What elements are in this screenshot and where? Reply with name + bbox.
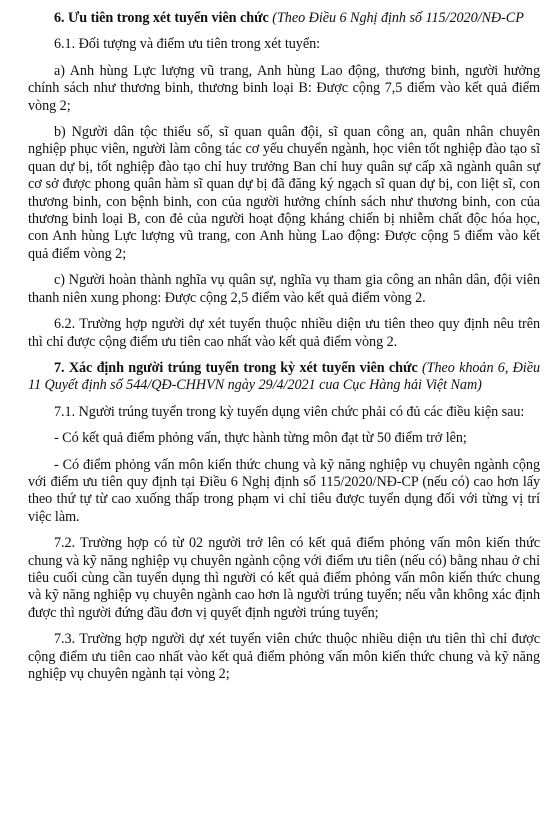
section-7-title: 7. Xác định người trúng tuyển trong kỳ xét tuyển viên chức — [54, 359, 418, 376]
paragraph-7-2: 7.2. Trường hợp có từ 02 người trở lên có kết quả điểm phỏng vấn môn kiến thức chung và kỹ năng nghiệp vụ chuyên ngành cộng với điểm ưu tiên (nếu có) bằng nhau ở chỉ tiêu cuối cùng cần tuyển dụng thì người có kết quả điểm phỏng vấn môn kiến thức chung và kỹ năng nghiệp vụ chuyên ngành cao hơn là người trúng tuyển; nếu vẫn không xác định được thì người đứng đầu đơn vị quyết định người trúng tuyển; — [28, 535, 540, 621]
section-6-title: 6. Ưu tiên trong xét tuyển viên chức — [54, 10, 269, 26]
paragraph-7-1-dash-1: - Có kết quả điểm phỏng vấn, thực hành từng môn đạt từ 50 điểm trở lên; — [54, 430, 467, 447]
section-7-heading — [28, 360, 540, 395]
paragraph-6-1-a: a) Anh hùng Lực lượng vũ trang, Anh hùng Lao động, thương binh, người hưởng chính sách như thương binh, thương binh loại B: Được cộng 7,5 điểm vào kết quả điểm vòng 2; — [28, 62, 540, 114]
paragraph-7-3: 7.3. Trường hợp người dự xét tuyển viên chức thuộc nhiều diện ưu tiên thì chỉ được cộng điểm ưu tiên cao nhất vào kết quả điểm phỏng vấn môn kiến thức chung và kỹ năng nghiệp vụ chuyên ngành tại vòng 2; — [28, 631, 540, 682]
section-7-reference: (Theo khoản 6, Điều 11 Quyết định số 544/QĐ-CHHVN ngày 29/4/2021 cua Cục Hàng hải Việt Nam) — [28, 359, 540, 394]
paragraph-7-1-dash-2: - Có điểm phỏng vấn môn kiến thức chung và kỹ năng nghiệp vụ chuyên ngành cộng với điểm ưu tiên quy định tại Điều 6 Nghị định số 115/2020/NĐ-CP (nếu có) cao hơn lấy theo thứ tự từ cao xuống thấp trong phạm vi chỉ tiêu được tuyển dụng đối với từng vị trí việc làm. — [28, 456, 540, 525]
paragraph-6-1-c: c) Người hoàn thành nghĩa vụ quân sự, nghĩa vụ tham gia công an nhân dân, đội viên thanh niên xung phong: Được cộng 2,5 điểm vào kết quả điểm vòng 2. — [28, 272, 540, 306]
section-6-heading — [28, 10, 540, 27]
document-page — [28, 10, 540, 687]
paragraph-6-1: 6.1. Đối tượng và điểm ưu tiên trong xét tuyển: — [54, 36, 321, 53]
paragraph-7-1: 7.1. Người trúng tuyển trong kỳ tuyển dụng viên chức phải có đủ các điều kiện sau: — [54, 403, 525, 420]
paragraph-6-2: 6.2. Trường hợp người dự xét tuyển thuộc nhiều diện ưu tiên theo quy định nêu trên thì chỉ được cộng điểm ưu tiên cao nhất vào kết quả điểm vòng 2. — [28, 316, 540, 350]
section-6-reference: (Theo Điều 6 Nghị định số 115/2020/NĐ-CP — [268, 10, 524, 26]
paragraph-6-1-b: b) Người dân tộc thiểu số, sĩ quan quân đội, sĩ quan công an, quân nhân chuyên nghiệp phục viên, người làm công tác cơ yếu chuyển ngành, học viên tốt nghiệp đào tạo sĩ quan dự bị, tốt nghiệp đào tạo chỉ huy trưởng Ban chỉ huy quân sự cấp xã ngành quân sự cơ sở được phong quân hàm sĩ quan dự bị đã đăng ký ngạch sĩ quan dự bị, con liệt sĩ, con thương binh, con bệnh binh, con của người hưởng chính sách như thương binh, con của thương binh loại B, con đẻ của người hoạt động kháng chiến bị nhiễm chất độc hóa học, con Anh hùng Lực lượng vũ trang, con Anh hùng Lao động: Được cộng 5 điểm vào kết quả điểm vòng 2; — [28, 124, 540, 262]
